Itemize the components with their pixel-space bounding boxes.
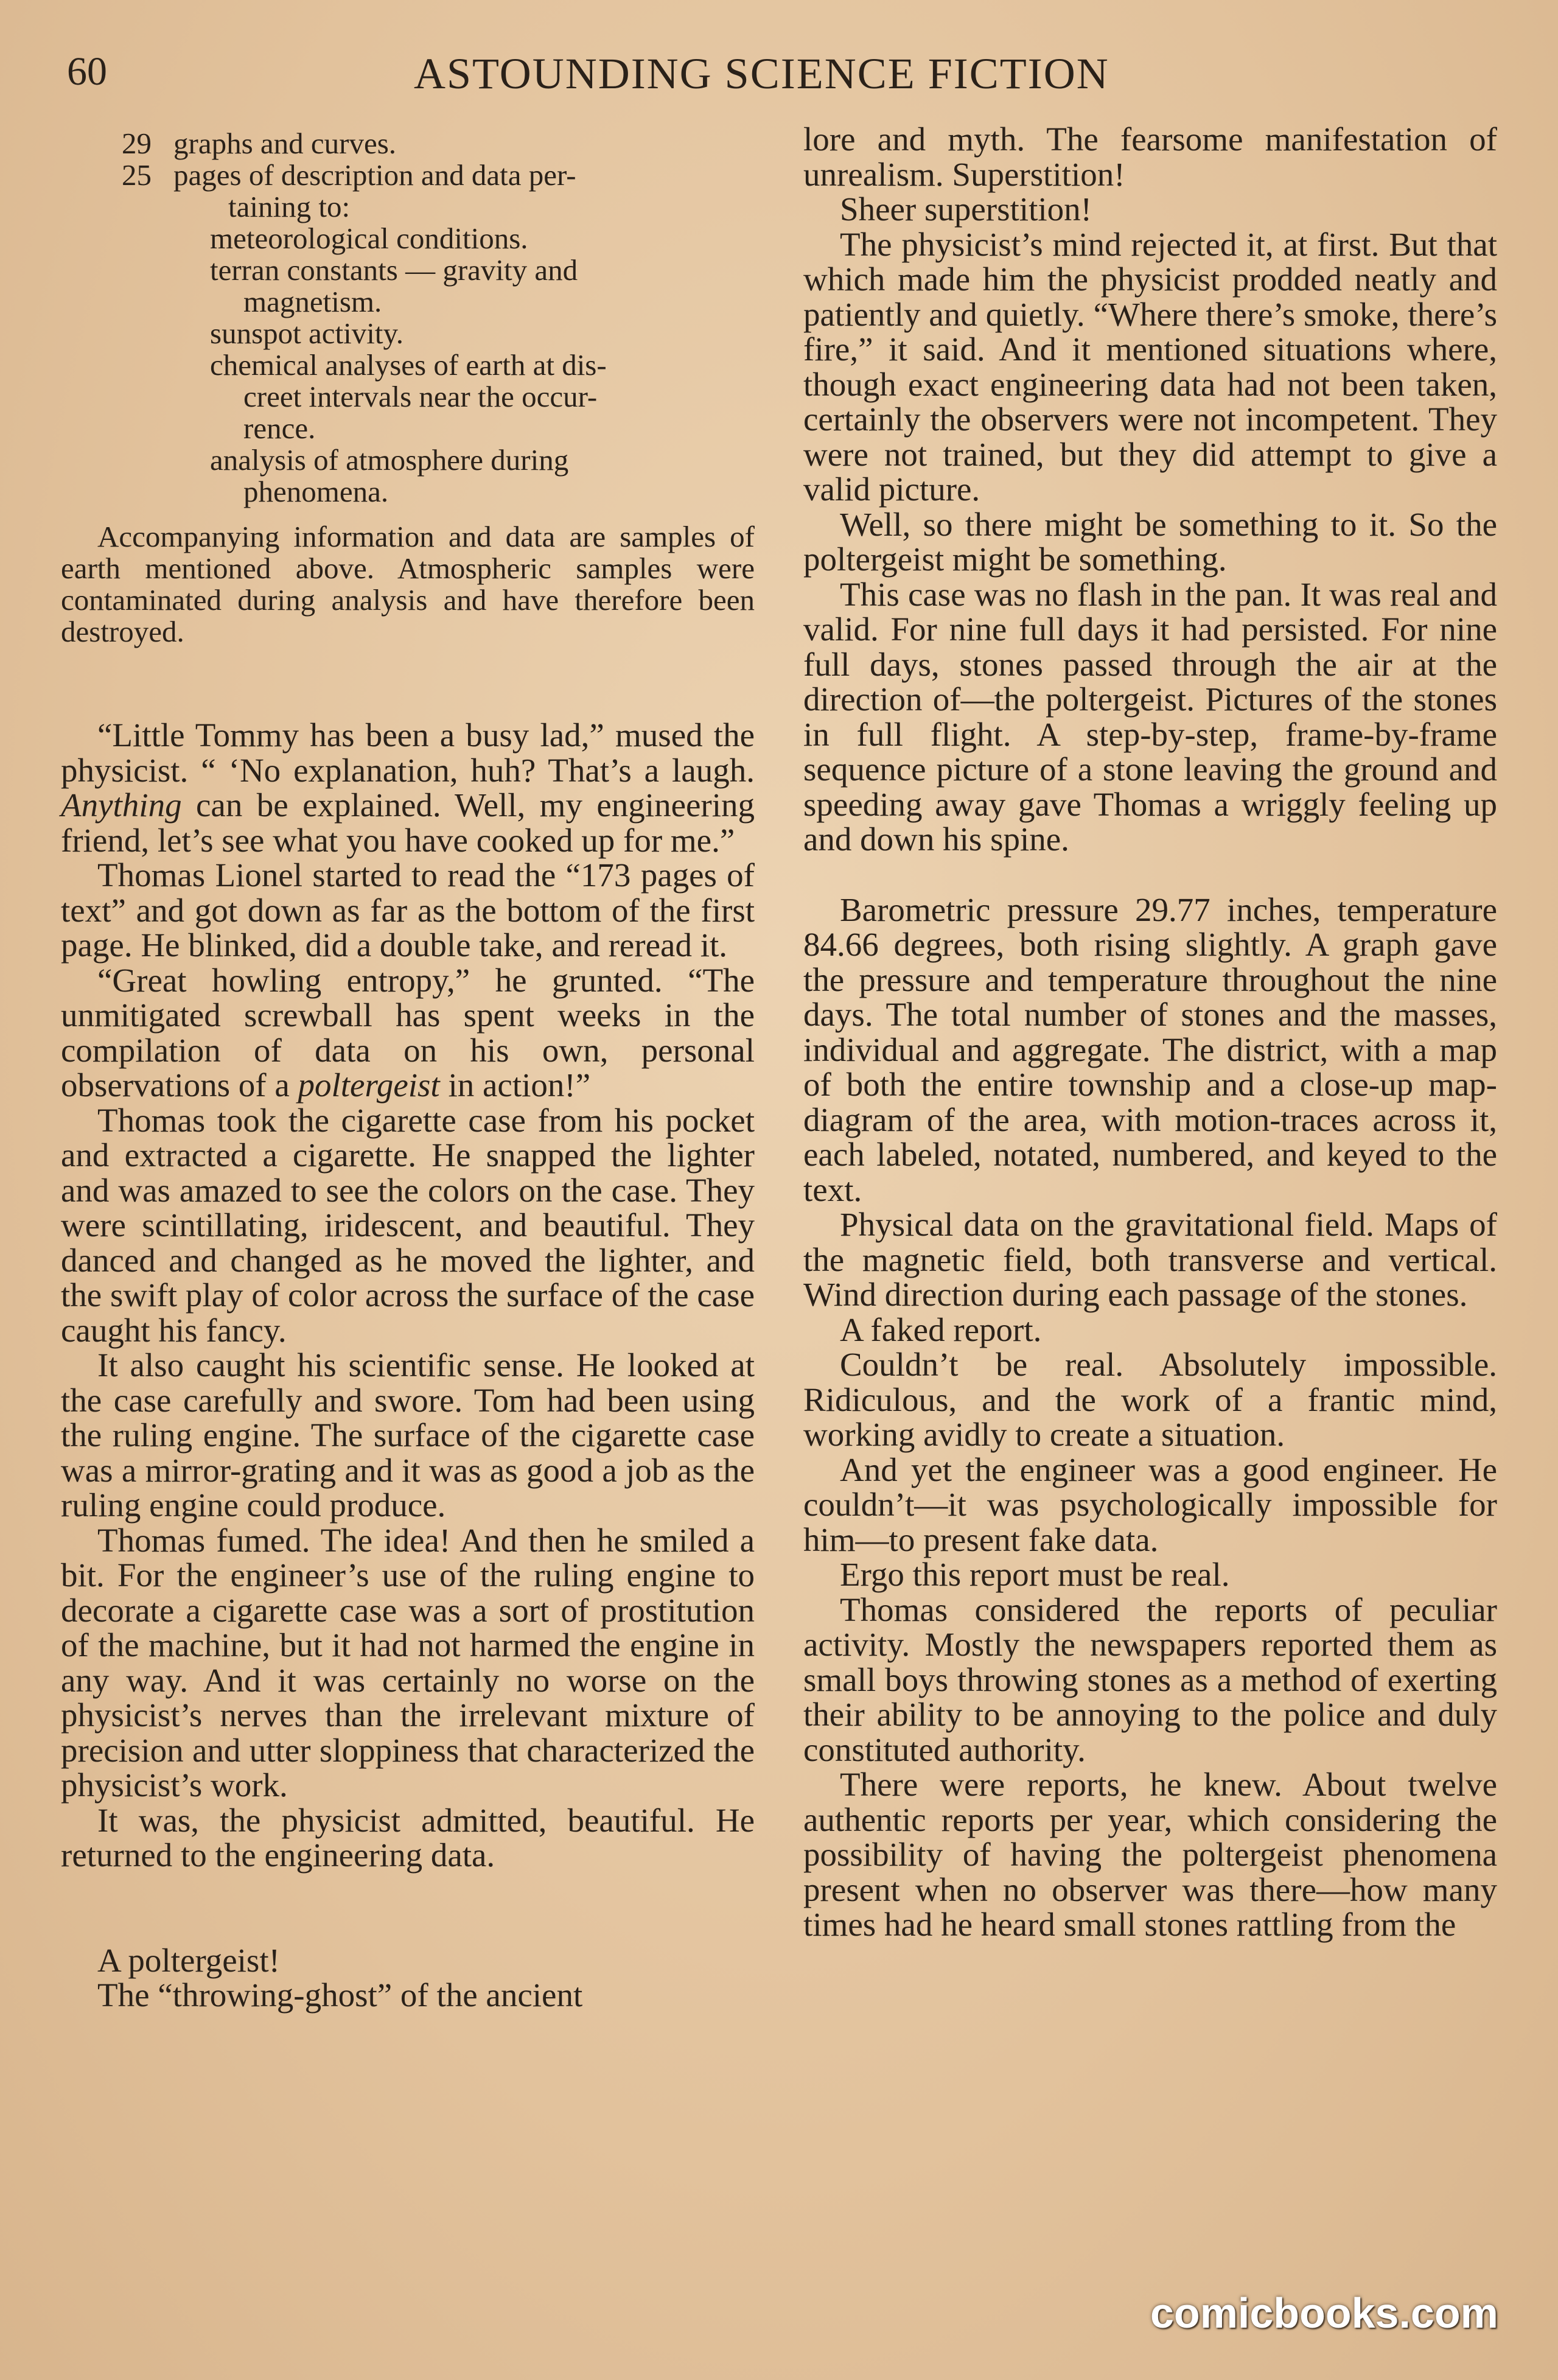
paragraph: The physicist’s mind rejected it, at first. But that which made him the physicist prodded neatly and patiently and quietly. “Where there’s smoke, there’s fire,” it said. And it mentioned situations where, though exact engineering data had not been taken, certainly the observers were not incompetent. They were not trained, but they did attempt to give a valid picture. [803,225,1497,508]
paragraph: This case was no flash in the pan. It was real and valid. For nine full days it had persisted. For nine full days, stones passed through the air at the direction of—the poltergeist. Pictures of the stones in full flight. A step-by-step, frame-by-frame sequence picture of a stone leaving the ground and speeding away gave Thomas a wriggly feeling up and down his spine. [803,575,1497,858]
list-item-number: 29 [122,127,152,160]
paragraph [61,963,755,1103]
paragraph: Well, so there might be something to it. So the poltergeist might be something. [803,505,1497,578]
site-watermark: comicbooks.com [1150,2289,1498,2337]
list-item-number: 25 [122,158,152,192]
section-gap [803,857,1497,892]
sublist-item-text: terran constants — gravity and [210,253,578,287]
paragraph-text: “Little Tommy has been a busy lad,” mused the physicist. “ ‘No explanation, huh? That’s a laugh. [61,716,755,789]
sublist-item [61,444,755,508]
sublist-item-continuation: creet intervals near the occur- [243,380,598,413]
paragraph: There were reports, he knew. About twelve authentic reports per year, which considering the possibility of having the poltergeist phenomena present when no observer was there—how many times had he heard small stones rattling from the [803,1766,1497,1943]
paragraph: Barometric pressure 29.77 inches, temperature 84.66 degrees, both rising slightly. A graph gave the pressure and temperature throughout the nine days. The total number of stones and the masses, individual and aggregate. The district, with a map of both the entire township and a close-up map-diagram of the area, with motion-traces across it, each labeled, notated, numbered, and keyed to the text. [803,891,1497,1208]
sublist-item [61,349,755,444]
paragraph: Physical data on the gravitational field. Maps of the magnetic field, both transverse and vertical. Wind direction during each passage of the stones. [803,1206,1497,1313]
paragraph: A faked report. [840,1311,1042,1348]
paragraph: Thomas fumed. The idea! And then he smiled a bit. For the engineer’s use of the ruling engine to decorate a cigarette case was a sort of prostitution of the machine, but it had not harmed the engine in any way. And it was certainly no worse on the physicist’s nerves than the irrelevant mixture of precision and utter sloppiness that characterized the physicist’s work. [61,1521,755,1804]
paragraph: Thomas took the cigarette case from his pocket and extracted a cigarette. He snapped the lighter and was amazed to see the colors on the case. They were scintillating, iridescent, and beautiful. They danced and changed as he moved the lighter, and the swift play of color across the surface of the case caught his fancy. [61,1101,755,1349]
sublist-item [61,318,755,349]
sublist-item-text: analysis of atmosphere during [210,443,569,477]
paragraph: Thomas Lionel started to read the “173 pages of text” and got down as far as the bottom of the first page. He blinked, did a double take, and reread it. [61,856,755,964]
data-list [61,128,755,508]
emphasis: poltergeist [298,1066,440,1104]
paragraph: It also caught his scientific sense. He looked at the case carefully and swore. Tom had been using the ruling engine. The surface of the cigarette case was a mirror-grating and it was as good a job as the ruling engine could produce. [61,1346,755,1524]
list-item [61,159,755,223]
paragraph: Thomas considered the reports of peculiar activity. Mostly the newspapers reported them as small boys throwing stones as a method of exerting their ability to be annoying to the police and duly constituted authority. [803,1591,1497,1768]
emphasis: Anything [61,786,182,824]
paragraph: The “throwing-ghost” of the ancient [97,1976,583,2014]
section-gap [61,1873,755,1943]
running-title: ASTOUNDING SCIENCE FICTION [414,49,1109,98]
sublist-item-text: chemical analyses of earth at dis- [210,348,607,382]
page-header [67,43,1497,110]
sublist-item [61,254,755,318]
list-item-continuation: taining to: [228,190,351,223]
paragraph: Couldn’t be real. Absolutely impossible. Ridiculous, and the work of a frantic mind, working avidly to create a situation. [803,1346,1497,1453]
list-item-text: pages of description and data per- [173,158,576,192]
paragraph: lore and myth. The fearsome manifestation of unrealism. Superstition! [803,121,1497,193]
paragraph: A poltergeist! [97,1941,280,1979]
paragraph-text: can be explained. Well, my engineering friend, let’s see what you have cooked up for me.” [61,786,755,859]
sublist-item-text: sunspot activity. [210,317,404,350]
paragraph: It was, the physicist admitted, beautiful. He returned to the engineering data. [61,1801,755,1874]
section-gap [61,648,755,718]
sublist-item [61,223,755,254]
sublist-item-continuation: rence. [243,411,316,445]
paragraph: Ergo this report must be real. [840,1556,1230,1593]
sublist-item-text: meteorological conditions. [210,222,528,255]
right-column [803,122,1497,1942]
sublist-item-continuation: phenomena. [243,475,389,508]
paragraph-text: in action!” [448,1066,591,1104]
left-column [61,122,755,2013]
paragraph: Sheer superstition! [840,191,1092,228]
list-item [61,128,755,159]
list-item-text: graphs and curves. [173,127,397,160]
paragraph [61,718,755,858]
page-number: 60 [67,49,107,94]
sublist-item-continuation: magnetism. [243,285,382,318]
data-summary: Accompanying information and data are samples of earth mentioned above. Atmospheric samples were contaminated during analysis and have therefore been destroyed. [61,520,755,648]
paragraph-text: “Great howling entropy,” he grunted. “The unmitigated screwball has spent weeks in the compilation of data on his own, personal observations of a [61,961,755,1104]
paragraph: And yet the engineer was a good engineer. He couldn’t—it was psychologically impossible for him—to present fake data. [803,1451,1497,1558]
